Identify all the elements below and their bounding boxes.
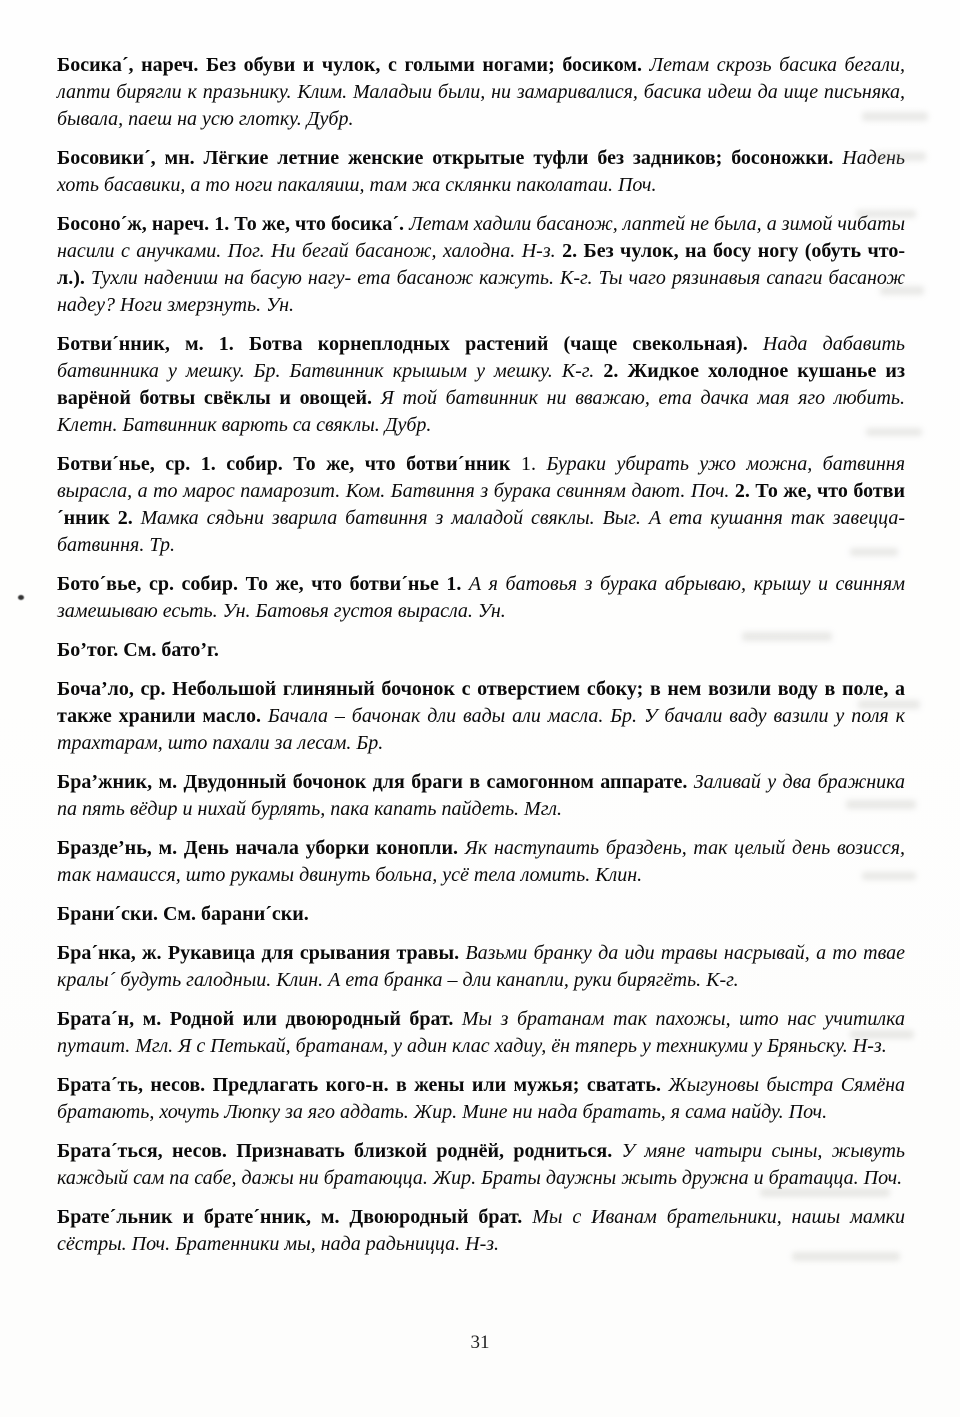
entry-segment-bold: Бо’тог. См. бато’г. <box>57 639 219 661</box>
dictionary-entry <box>57 769 905 823</box>
entry-segment-italic: Як наступаить браздень, так целый день возисся, так намаисся, што рукамы двинуть больна, усё тела ломить. Клин. <box>57 837 905 886</box>
dictionary-entry <box>57 145 905 199</box>
entry-segment-bold: Брате´льник и брате´нник, м. Двоюродный брат. <box>57 1206 533 1228</box>
entry-segment-italic: Бачала – бачонак дли вады али масла. Бр. У бачали ваду вазили у поля к трахтарам, што пахали за лесам. Бр. <box>57 705 905 754</box>
entry-segment-italic: Я той батвинник ни вважаю, ета дачка мая яго любить. Клетн. Батвинник варють са свяклы. Дубр. <box>57 387 905 436</box>
dictionary-entry <box>57 451 905 559</box>
entry-segment-italic: Мы з братанам так пахожы, што нас учитилка путаит. Мгл. Я с Петькай, братанам, у адин клас хадиу, ён тяперь у техникуми у Бряньску. Н-з. <box>57 1008 905 1057</box>
entry-segment-bold: Бра´нка, ж. Рукавица для срывания травы. <box>57 942 466 964</box>
entry-segment-bold: 2. Без чулок, на босу ногу (обуть что-л.). <box>57 240 905 289</box>
dictionary-entry <box>57 1204 905 1258</box>
entry-segment-italic: Летам хадили басанож, лаптей не была, а зимой чибаты насили с анучками. Пог. Ни бегай басанож, халодна. Н-з. <box>57 213 905 262</box>
entries-container <box>57 52 905 1270</box>
dictionary-entry <box>57 1006 905 1060</box>
entry-segment-bold: Брани´ски. См. барани´ски. <box>57 903 309 925</box>
entry-segment-bold: Боча’ло, ср. Небольшой глиняный бочонок с отверстием сбоку; в нем возили воду в поле, а также хранили масло. <box>57 678 905 727</box>
entry-segment-bold: Ботви´нник, м. 1. Ботва корнеплодных растений (чаще свекольная). <box>57 333 763 355</box>
entry-segment-bold: Брата´ть, несов. Предлагать кого-н. в жены или мужья; сватать. <box>57 1074 669 1096</box>
entry-segment-bold: 2. То же, что ботви´нник 2. <box>57 480 905 529</box>
entry-segment-bold: 2. Жидкое холодное кушанье из варёной ботвы свёклы и овощей. <box>57 360 905 409</box>
entry-segment-italic: Нада дабавить батвинника у мешку. Бр. Батвинник крышым у мешку. К-г. <box>57 333 905 382</box>
entry-segment-italic: А я батовья з бурака абрываю, крышу и свинням замешываю есьть. Ун. Батовья густоя вырасла. Ун. <box>57 573 905 622</box>
entry-segment-italic: Летам скрозь басика бегали, лапти бирягли к празьнику. Клим. Маладыи были, ни замаривалися, басика идеш да ище письняка, бывала, паеш на усю глотку. Дубр. <box>57 54 906 130</box>
entry-segment-italic: Надень хоть басавики, а то ноги пакаляиш, там жа склянки паколатаи. Поч. <box>57 147 905 196</box>
entry-segment-italic: Жыгуновы быстра Сямёна братають, хочуть Люпку за яго аддать. Жир. Мине ни нада братать, я сама найду. Поч. <box>57 1074 905 1123</box>
entry-segment-italic: Мы с Иванам брательники, нашы мамки сёстры. Поч. Братенники мы, нада радьницца. Н-з. <box>57 1206 905 1255</box>
entry-segment-bold: Босовики´, мн. Лёгкие летние женские открытые туфли без задников; босоножки. <box>57 147 843 169</box>
entry-segment-italic: Бураки убирать ужо можна, батвиння вырасла, а то марос памарозит. Ком. Батвиння з бурака свинням дают. Поч. <box>57 453 906 502</box>
entry-segment-bold: Бразде’нь, м. День начала уборки конопли. <box>57 837 465 859</box>
entry-segment-italic: Тухли надениш на басую нагу- ета басанож кажуть. К-г. Ты чаго рязинавыя сапаги басанож надеу? Ноги змерзнуть. Ун. <box>57 267 905 316</box>
dictionary-entry <box>57 901 905 928</box>
page-number: 31 <box>470 1332 490 1353</box>
dictionary-entry <box>57 637 905 664</box>
dictionary-entry <box>57 835 905 889</box>
entry-segment-italic: Мамка сядьни зварила батвиння з маладой свяклы. Выг. А ета кушання так завецца- батвиння. Тр. <box>57 507 905 556</box>
entry-segment-bold: Босика´, нареч. Без обуви и чулок, с голыми ногами; босиком. <box>57 54 650 76</box>
entry-segment-bold: Босоно´ж, нареч. 1. То же, что босика´. <box>57 213 410 235</box>
dictionary-entry <box>57 571 905 625</box>
dictionary-entry <box>57 211 905 319</box>
entry-segment-bold: Бра’жник, м. Двудонный бочонок для браги в самогонном аппарате. <box>57 771 694 793</box>
dictionary-entry <box>57 940 905 994</box>
entry-segment-italic: Вазьми бранку да иди травы насрывай, а то твае кралы´ будуть галодныи. Клин. А ета бранка – дли канапли, руки бирягёть. К-г. <box>57 942 905 991</box>
entry-segment-bold: Бото´вье, ср. собир. То же, что ботви´нье 1. <box>57 573 469 595</box>
entry-segment-italic: У мяне чатыри сыны, жывуть каждый сам па сабе, дажы ни братаюцца. Жир. Браты даужны жыть дружна и братацца. Поч. <box>57 1140 905 1189</box>
dictionary-entry <box>57 1138 905 1192</box>
dictionary-entry <box>57 52 905 133</box>
entry-segment-bold: Брата´ться, несов. Признавать близкой роднёй, родниться. <box>57 1140 622 1162</box>
dictionary-entry <box>57 676 905 757</box>
entry-segment-regular: 1. <box>520 453 547 475</box>
dictionary-entry <box>57 331 905 439</box>
entry-segment-italic: Заливай у два бражника па пять вёдир и нихай бурлять, пака капать пайдеть. Мгл. <box>57 771 906 820</box>
dictionary-entry <box>57 1072 905 1126</box>
entry-segment-bold: Ботви´нье, ср. 1. собир. То же, что ботви´нник <box>57 453 521 475</box>
entry-segment-bold: Брата´н, м. Родной или двоюродный брат. <box>57 1008 462 1030</box>
